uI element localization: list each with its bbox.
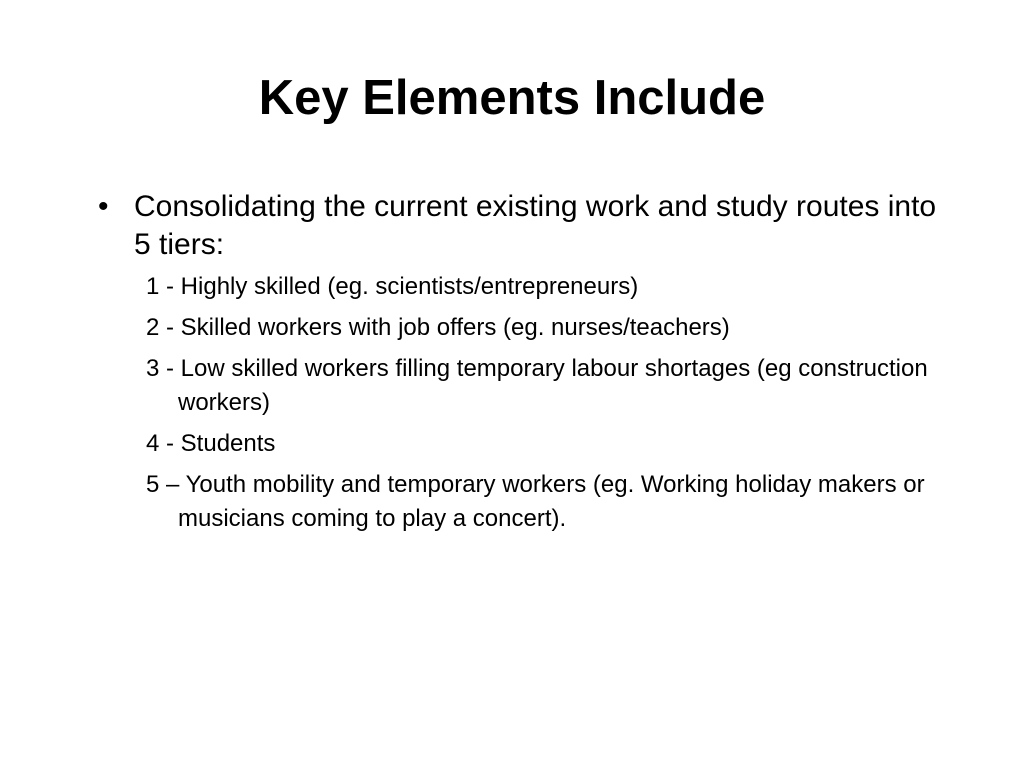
main-bullet [96, 188, 956, 264]
bullet-marker: • [98, 190, 109, 223]
tier-item-3: 3 - Low skilled workers filling temporary labour shortages (eg construction workers) [146, 355, 928, 416]
tier-item-2: 2 - Skilled workers with job offers (eg. nurses/teachers) [146, 314, 730, 341]
slide-title: Key Elements Include [258, 71, 766, 125]
main-bullet-text: Consolidating the current existing work and study routes into 5 tiers: [134, 190, 937, 261]
tier-item-4: 4 - Students [146, 430, 276, 457]
tier-item-5: 5 – Youth mobility and temporary workers (eg. Working holiday makers or musicians coming to play a concert). [146, 471, 925, 532]
tier-list [96, 270, 956, 536]
tier-item-1: 1 - Highly skilled (eg. scientists/entrepreneurs) [146, 273, 639, 300]
slide-content [96, 188, 956, 543]
